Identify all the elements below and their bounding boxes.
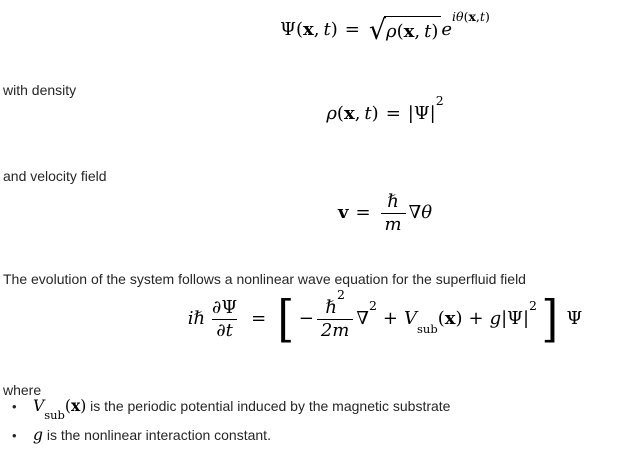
equation-velocity: [151, 186, 619, 240]
equation-density-row: [326, 93, 444, 129]
equation-wavefunction: [151, 9, 619, 48]
bullet-icon: •: [12, 428, 17, 443]
nonlinear-term: $g|\Psi|^2$: [489, 298, 537, 329]
time-derivative-fraction: [208, 297, 241, 342]
equals-sign: =: [251, 308, 267, 329]
list-item-g: [0, 423, 619, 447]
equation-wavefunction-row: [280, 9, 490, 46]
fraction-numerator: ∂Ψ: [212, 296, 238, 318]
vsub-math: $V_{sub}(x)$: [33, 396, 87, 423]
right-bracket: ]: [541, 290, 559, 348]
g-math: g: [33, 426, 43, 444]
equals-sign: =: [355, 202, 371, 223]
velocity-symbol: v: [337, 202, 349, 223]
fraction-numerator: ℏ$^2$: [325, 286, 345, 318]
equation-gpe: [151, 287, 619, 351]
density-lhs: ρ(x, t): [326, 103, 379, 124]
laplacian: ∇$^2$: [356, 298, 377, 329]
phase-factor: $e^{i\theta(x,t)}$: [441, 9, 490, 40]
kinetic-fraction: [317, 286, 354, 342]
equation-velocity-row: [338, 191, 432, 236]
list-item-content: g is the nonlinear interaction constant.: [33, 426, 271, 444]
text-evolution: The evolution of the system follows a nonlinear wave equation for the superfluid field: [3, 271, 526, 287]
fraction-denominator: ∂t: [212, 319, 237, 342]
fraction-denominator: 2m: [317, 319, 354, 342]
equation-density: [151, 93, 619, 132]
substrate-potential-term: $V_{sub}(x)$: [404, 308, 463, 336]
psi-field: Ψ: [566, 308, 583, 329]
bullet-icon: •: [12, 399, 17, 414]
list-item-vsub: [0, 394, 619, 423]
density-rhs: $|\Psi|^2$: [407, 93, 444, 124]
text-velocity-field: and velocity field: [3, 168, 107, 184]
text-where: where: [3, 382, 42, 398]
minus-sign: −: [298, 308, 314, 329]
equals-sign: =: [385, 103, 401, 124]
wavefunction-lhs: Ψ(x, t): [280, 19, 338, 40]
equals-sign: =: [344, 19, 360, 40]
i-hbar: iℏ: [187, 308, 206, 329]
left-bracket: [: [277, 290, 295, 348]
hbar-over-m-fraction: $\frac{\text{ℏ}}{m}$: [381, 191, 406, 236]
square-root: [369, 16, 442, 45]
radicand: ρ(x, t): [384, 16, 441, 45]
radical-sign: √: [368, 14, 387, 46]
plus-sign: +: [382, 308, 399, 329]
list-item-content: $V_{sub}(x)$ is the periodic potential induced by the magnetic substrate: [33, 396, 451, 423]
gradient-theta: ∇θ: [408, 202, 433, 223]
equation-gpe-row: [187, 286, 583, 348]
text-with-density: with density: [3, 82, 77, 98]
plus-sign: +: [468, 308, 484, 329]
